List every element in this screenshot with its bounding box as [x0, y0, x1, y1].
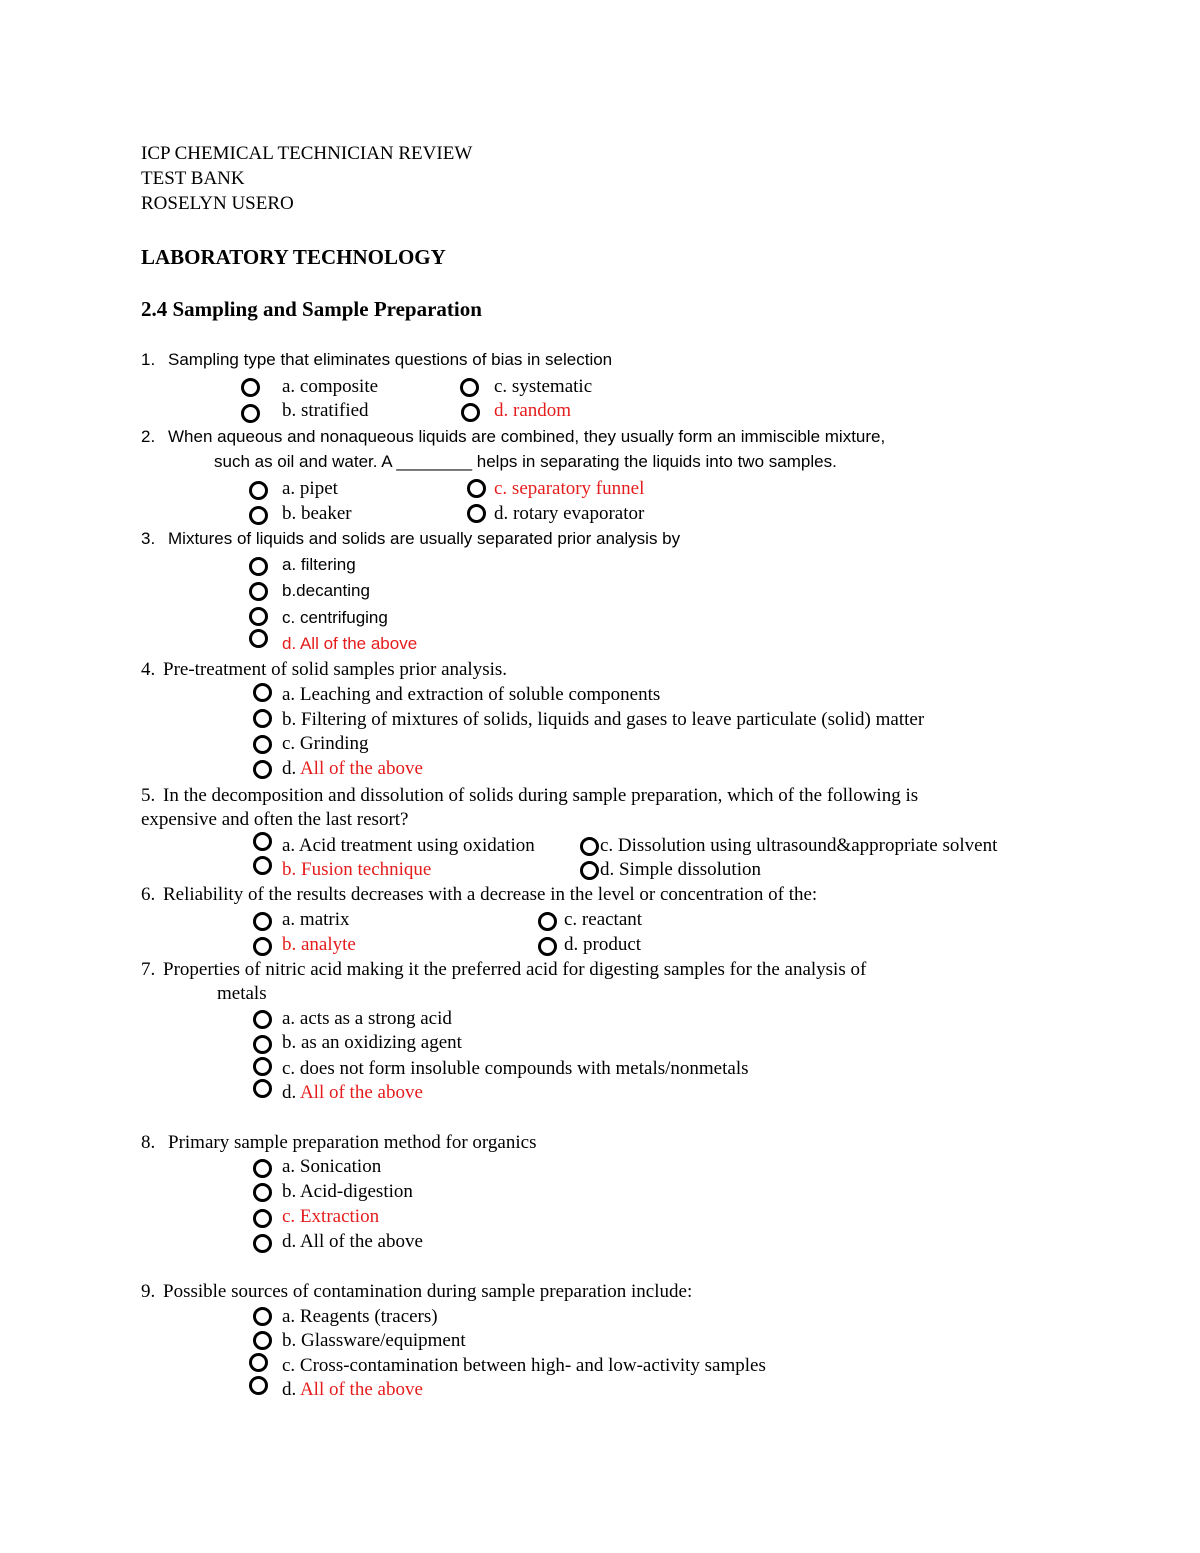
- question-1-number: 1.: [141, 350, 156, 369]
- q5-option-a-radio[interactable]: [253, 832, 272, 851]
- q1-option-a-radio[interactable]: [241, 378, 260, 397]
- q6-option-d-radio[interactable]: [538, 937, 557, 956]
- q2-option-b-radio[interactable]: [249, 506, 268, 525]
- q2-option-d: d. rotary evaporator: [494, 503, 645, 524]
- q4-option-d-answer: All of the above: [299, 758, 423, 779]
- q9-option-d-answer: All of the above: [299, 1379, 423, 1400]
- q3-option-d-answer: d. All of the above: [282, 634, 418, 653]
- question-7-text-line1: Properties of nitric acid making it the preferred acid for digesting samples for the analysis of: [163, 959, 867, 980]
- q6-option-c-radio[interactable]: [538, 912, 557, 931]
- q4-option-c-radio[interactable]: [253, 735, 272, 754]
- q1-option-d-radio[interactable]: [461, 403, 480, 422]
- question-6-text: Reliability of the results decreases with a decrease in the level or concentration of the:: [163, 884, 818, 905]
- q9-option-c: c. Cross-contamination between high- and low-activity samples: [282, 1355, 766, 1376]
- q2-option-c-answer: c. separatory funnel: [494, 478, 645, 499]
- q2-option-c-radio[interactable]: [467, 479, 486, 498]
- q5-option-c: c. Dissolution using ultrasound&appropriate solvent: [600, 835, 998, 856]
- q5-option-b-radio[interactable]: [253, 856, 272, 875]
- q9-option-d-radio[interactable]: [249, 1376, 268, 1395]
- q3-option-c: c. centrifuging: [282, 608, 388, 627]
- question-3-number: 3.: [141, 529, 156, 548]
- q8-option-c-answer: c. Extraction: [282, 1206, 380, 1227]
- q7-option-d-answer: All of the above: [299, 1082, 423, 1103]
- q1-option-d-answer: d. random: [494, 400, 572, 421]
- q2-option-a: a. pipet: [282, 478, 338, 499]
- question-8-text: Primary sample preparation method for organics: [168, 1132, 537, 1153]
- q7-option-b: b. as an oxidizing agent: [282, 1032, 462, 1053]
- q5-option-b-answer: b. Fusion technique: [282, 859, 432, 880]
- q1-option-b: b. stratified: [282, 400, 369, 421]
- question-9-number: 9.: [141, 1281, 156, 1302]
- q4-option-a-radio[interactable]: [253, 683, 272, 702]
- question-2-number: 2.: [141, 427, 156, 446]
- q8-option-a-radio[interactable]: [253, 1159, 272, 1178]
- q3-option-a-radio[interactable]: [249, 557, 268, 576]
- q7-option-d-prefix: d.: [282, 1082, 300, 1103]
- q9-option-b-radio[interactable]: [253, 1331, 272, 1350]
- q6-option-d: d. product: [564, 934, 642, 955]
- q2-option-d-radio[interactable]: [467, 504, 486, 523]
- section-title: LABORATORY TECHNOLOGY: [141, 245, 446, 269]
- q6-option-b-answer: b. analyte: [282, 934, 356, 955]
- q4-option-d-radio[interactable]: [253, 760, 272, 779]
- subsection-title: 2.4 Sampling and Sample Preparation: [141, 297, 482, 321]
- question-5-text-line2: expensive and often the last resort?: [141, 809, 409, 830]
- question-7-text-line2: metals: [217, 983, 267, 1004]
- q8-option-a: a. Sonication: [282, 1156, 382, 1177]
- q6-option-b-radio[interactable]: [253, 937, 272, 956]
- q2-option-a-radio[interactable]: [249, 481, 268, 500]
- q8-option-d: d. All of the above: [282, 1231, 423, 1252]
- question-1-text: Sampling type that eliminates questions of bias in selection: [168, 350, 613, 369]
- question-2-text-line1: When aqueous and nonaqueous liquids are combined, they usually form an immiscible mixture,: [168, 427, 886, 446]
- q1-option-a: a. composite: [282, 376, 379, 397]
- q9-option-d-prefix: d.: [282, 1379, 300, 1400]
- q2-option-b: b. beaker: [282, 503, 352, 524]
- q3-option-c-radio[interactable]: [249, 607, 268, 626]
- question-3-text: Mixtures of liquids and solids are usually separated prior analysis by: [168, 529, 681, 548]
- q8-option-c-radio[interactable]: [253, 1209, 272, 1228]
- q7-option-b-radio[interactable]: [253, 1035, 272, 1054]
- q9-option-d: [282, 1380, 423, 1399]
- q7-option-c-radio[interactable]: [253, 1057, 272, 1076]
- question-4-text: Pre-treatment of solid samples prior analysis.: [163, 659, 508, 680]
- q9-option-b: b. Glassware/equipment: [282, 1330, 466, 1351]
- q5-option-d: d. Simple dissolution: [600, 859, 761, 880]
- q4-option-c: c. Grinding: [282, 733, 369, 754]
- q8-option-b-radio[interactable]: [253, 1183, 272, 1202]
- q9-option-a-radio[interactable]: [253, 1307, 272, 1326]
- q3-option-b: b.decanting: [282, 581, 370, 600]
- q7-option-c: c. does not form insoluble compounds with metals/nonmetals: [282, 1058, 749, 1079]
- q7-option-d-radio[interactable]: [253, 1079, 272, 1098]
- q7-option-d: [282, 1083, 423, 1102]
- q3-option-a: a. filtering: [282, 555, 356, 574]
- question-2-text-line2: such as oil and water. A ________ helps in separating the liquids into two samples.: [214, 452, 837, 471]
- q1-option-c-radio[interactable]: [460, 378, 479, 397]
- q5-option-c-radio[interactable]: [580, 837, 599, 856]
- q8-option-d-radio[interactable]: [253, 1234, 272, 1253]
- header-line-2: TEST BANK: [141, 168, 245, 189]
- question-6-number: 6.: [141, 884, 156, 905]
- q6-option-a: a. matrix: [282, 909, 350, 930]
- q9-option-c-radio[interactable]: [249, 1353, 268, 1372]
- header-line-1: ICP CHEMICAL TECHNICIAN REVIEW: [141, 143, 473, 164]
- q3-option-d-radio[interactable]: [249, 629, 268, 648]
- q7-option-a-radio[interactable]: [253, 1010, 272, 1029]
- q6-option-a-radio[interactable]: [253, 912, 272, 931]
- q6-option-c: c. reactant: [564, 909, 643, 930]
- q1-option-c: c. systematic: [494, 376, 593, 397]
- question-9-text: Possible sources of contamination during sample preparation include:: [163, 1281, 693, 1302]
- question-4-number: 4.: [141, 659, 156, 680]
- q7-option-a: a. acts as a strong acid: [282, 1008, 452, 1029]
- question-7-number: 7.: [141, 959, 156, 980]
- question-5-text-line1: In the decomposition and dissolution of solids during sample preparation, which of the following is: [163, 785, 919, 806]
- q4-option-b: b. Filtering of mixtures of solids, liquids and gases to leave particulate (solid) matter: [282, 709, 925, 730]
- q8-option-b: b. Acid-digestion: [282, 1181, 413, 1202]
- q4-option-d: [282, 759, 423, 778]
- q5-option-a: a. Acid treatment using oxidation: [282, 835, 535, 856]
- q4-option-a: a. Leaching and extraction of soluble components: [282, 684, 661, 705]
- q3-option-b-radio[interactable]: [249, 582, 268, 601]
- header-line-3: ROSELYN USERO: [141, 193, 294, 214]
- q4-option-d-prefix: d.: [282, 758, 300, 779]
- q5-option-d-radio[interactable]: [580, 861, 599, 880]
- q9-option-a: a. Reagents (tracers): [282, 1306, 438, 1327]
- q4-option-b-radio[interactable]: [253, 709, 272, 728]
- question-8-number: 8.: [141, 1132, 156, 1153]
- q1-option-b-radio[interactable]: [241, 404, 260, 423]
- question-5-number: 5.: [141, 785, 156, 806]
